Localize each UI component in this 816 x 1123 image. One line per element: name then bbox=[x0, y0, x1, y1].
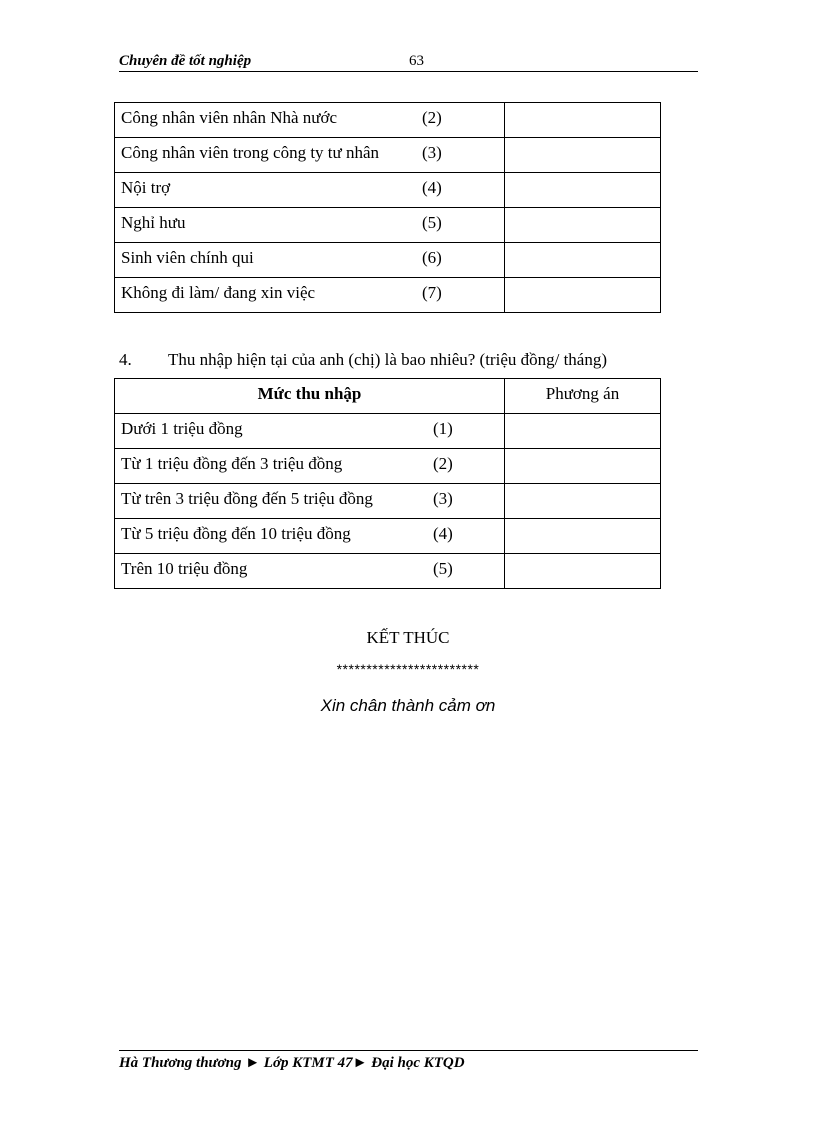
question-text: Thu nhập hiện tại của anh (chị) là bao nhiêu? (triệu đồng/ tháng) bbox=[168, 350, 608, 369]
occupation-table bbox=[114, 102, 661, 313]
answer-cell[interactable] bbox=[505, 554, 661, 589]
answer-cell[interactable] bbox=[505, 278, 661, 313]
row-label: Từ trên 3 triệu đồng đến 5 triệu đồng bbox=[121, 489, 373, 508]
ending-title: KẾT THÚC bbox=[366, 628, 450, 647]
answer-cell[interactable] bbox=[505, 138, 661, 173]
row-label: Không đi làm/ đang xin việc bbox=[121, 283, 316, 302]
thank-you-text: Xin chân thành cảm ơn bbox=[320, 696, 496, 715]
table-row bbox=[115, 243, 661, 278]
table-header-row bbox=[115, 379, 661, 414]
row-code: (5) bbox=[422, 213, 442, 232]
page-number: 63 bbox=[409, 53, 424, 69]
column-header-income: Mức thu nhập bbox=[257, 384, 362, 403]
row-label: Công nhân viên nhân Nhà nước bbox=[121, 108, 338, 127]
table-row bbox=[115, 103, 661, 138]
row-code: (4) bbox=[422, 178, 442, 197]
row-label: Nội trợ bbox=[121, 178, 171, 197]
row-label: Từ 5 triệu đồng đến 10 triệu đồng bbox=[121, 524, 351, 543]
row-label: Sinh viên chính qui bbox=[121, 248, 254, 267]
table-row bbox=[115, 173, 661, 208]
table-row bbox=[115, 278, 661, 313]
row-code: (2) bbox=[422, 108, 442, 127]
income-table bbox=[114, 378, 661, 589]
table-row bbox=[115, 449, 661, 484]
answer-cell[interactable] bbox=[505, 449, 661, 484]
answer-cell[interactable] bbox=[505, 173, 661, 208]
row-label: Trên 10 triệu đồng bbox=[121, 559, 248, 578]
page-footer: Hà Thương thương ► Lớp KTMT 47► Đại học KTQD bbox=[119, 1050, 698, 1072]
answer-cell[interactable] bbox=[505, 414, 661, 449]
row-code: (2) bbox=[433, 454, 453, 473]
row-label: Từ 1 triệu đồng đến 3 triệu đồng bbox=[121, 454, 343, 473]
answer-cell[interactable] bbox=[505, 103, 661, 138]
table-row bbox=[115, 138, 661, 173]
page-header bbox=[119, 52, 698, 72]
answer-cell[interactable] bbox=[505, 519, 661, 554]
row-code: (3) bbox=[433, 489, 453, 508]
row-code: (1) bbox=[433, 419, 453, 438]
table-row bbox=[115, 554, 661, 589]
row-label: Nghỉ hưu bbox=[121, 213, 186, 232]
table-row bbox=[115, 414, 661, 449]
row-code: (6) bbox=[422, 248, 442, 267]
row-code: (5) bbox=[433, 559, 453, 578]
ending-stars: ************************ bbox=[336, 661, 480, 677]
table-row bbox=[115, 484, 661, 519]
row-code: (3) bbox=[422, 143, 442, 162]
row-label: Công nhân viên trong công ty tư nhân bbox=[121, 143, 380, 162]
answer-cell[interactable] bbox=[505, 484, 661, 519]
answer-cell[interactable] bbox=[505, 208, 661, 243]
row-code: (7) bbox=[422, 283, 442, 302]
table-row bbox=[115, 208, 661, 243]
header-title: Chuyên đề tốt nghiệp bbox=[119, 53, 252, 69]
row-code: (4) bbox=[433, 524, 453, 543]
row-label: Dưới 1 triệu đồng bbox=[121, 419, 243, 438]
question-number: 4. bbox=[119, 350, 132, 369]
answer-cell[interactable] bbox=[505, 243, 661, 278]
table-row bbox=[115, 519, 661, 554]
column-header-option: Phương án bbox=[545, 384, 620, 403]
